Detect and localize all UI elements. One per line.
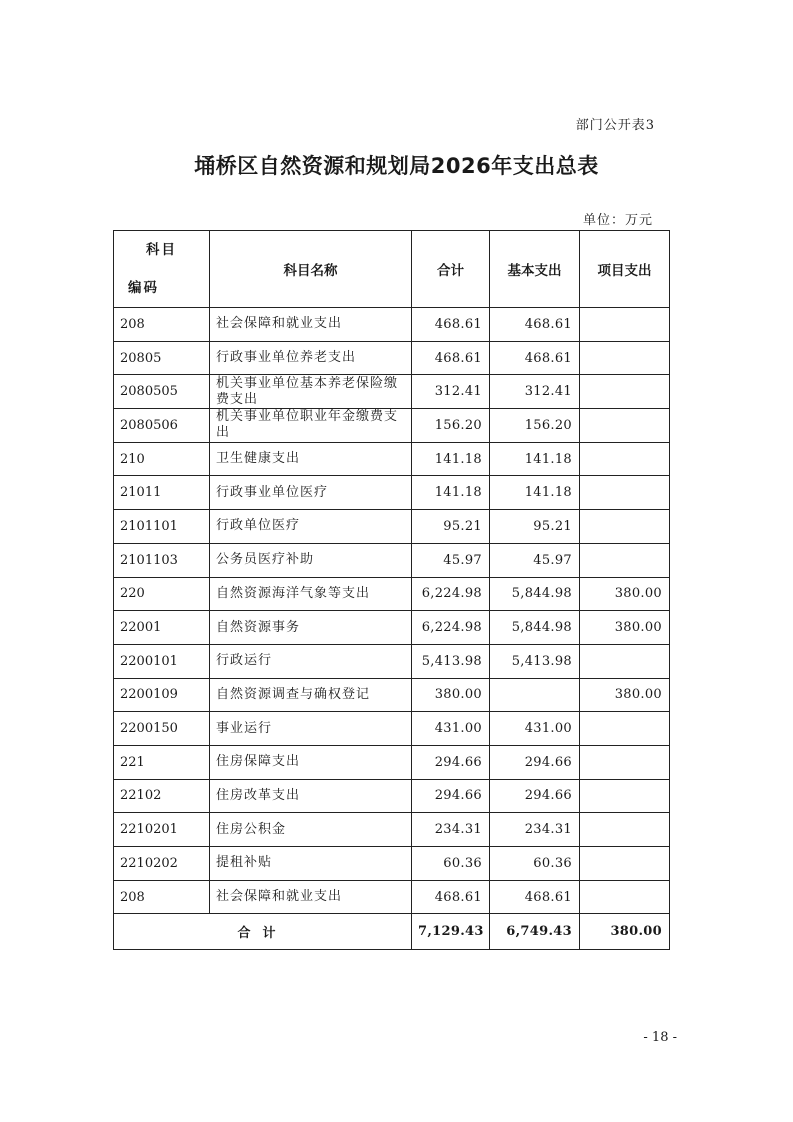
total-cell: 380.00: [412, 678, 490, 712]
basic-cell: 5,413.98: [490, 644, 580, 678]
name-cell: 自然资源事务: [210, 611, 412, 645]
code-cell: 2200150: [114, 712, 210, 746]
project-cell: 380.00: [580, 611, 670, 645]
name-cell: 行政事业单位医疗: [210, 476, 412, 510]
total-project: 380.00: [580, 914, 670, 950]
name-cell: 机关事业单位职业年金缴费支出: [210, 409, 412, 443]
page-number: - 18 -: [643, 1030, 677, 1045]
name-cell: 公务员医疗补助: [210, 543, 412, 577]
basic-cell: 312.41: [490, 375, 580, 409]
table-row: [114, 442, 670, 476]
name-cell: 住房公积金: [210, 813, 412, 847]
code-cell: 22102: [114, 779, 210, 813]
project-cell: [580, 813, 670, 847]
table-row: [114, 745, 670, 779]
code-cell: 208: [114, 308, 210, 342]
document-label: 部门公开表3: [575, 118, 655, 133]
total-cell: 294.66: [412, 745, 490, 779]
code-cell: 220: [114, 577, 210, 611]
code-cell: 221: [114, 745, 210, 779]
name-cell: 自然资源海洋气象等支出: [210, 577, 412, 611]
code-cell: 2200109: [114, 678, 210, 712]
basic-cell: 468.61: [490, 308, 580, 342]
table-row: [114, 341, 670, 375]
header-code-bottom: 编码: [128, 280, 159, 296]
name-cell: 社会保障和就业支出: [210, 308, 412, 342]
basic-cell: 60.36: [490, 847, 580, 881]
code-cell: 2080506: [114, 409, 210, 443]
total-cell: 156.20: [412, 409, 490, 443]
project-cell: [580, 341, 670, 375]
header-code: [114, 231, 210, 308]
basic-cell: 468.61: [490, 341, 580, 375]
basic-cell: 141.18: [490, 442, 580, 476]
table-row: [114, 476, 670, 510]
basic-cell: 234.31: [490, 813, 580, 847]
table-row: [114, 644, 670, 678]
basic-cell: 5,844.98: [490, 577, 580, 611]
header-project: 项目支出: [580, 231, 670, 308]
header-basic: 基本支出: [490, 231, 580, 308]
name-cell: 自然资源调查与确权登记: [210, 678, 412, 712]
total-basic: 6,749.43: [490, 914, 580, 950]
project-cell: [580, 409, 670, 443]
table-row: [114, 813, 670, 847]
basic-cell: 5,844.98: [490, 611, 580, 645]
total-label: 合计: [114, 914, 412, 950]
project-cell: [580, 880, 670, 914]
code-cell: 21011: [114, 476, 210, 510]
name-cell: 社会保障和就业支出: [210, 880, 412, 914]
header-code-top: 科目: [146, 242, 177, 258]
total-cell: 95.21: [412, 510, 490, 544]
project-cell: [580, 644, 670, 678]
name-cell: 行政事业单位养老支出: [210, 341, 412, 375]
basic-cell: 95.21: [490, 510, 580, 544]
project-cell: [580, 779, 670, 813]
table-row: [114, 375, 670, 409]
name-cell: 机关事业单位基本养老保险缴费支出: [210, 375, 412, 409]
code-cell: 2101103: [114, 543, 210, 577]
total-cell: 141.18: [412, 476, 490, 510]
total-cell: 5,413.98: [412, 644, 490, 678]
total-sum: 7,129.43: [412, 914, 490, 950]
project-cell: 380.00: [580, 577, 670, 611]
project-cell: [580, 745, 670, 779]
code-cell: 20805: [114, 341, 210, 375]
total-cell: 468.61: [412, 880, 490, 914]
total-cell: 294.66: [412, 779, 490, 813]
header-total: 合计: [412, 231, 490, 308]
basic-cell: 156.20: [490, 409, 580, 443]
name-cell: 事业运行: [210, 712, 412, 746]
name-cell: 行政运行: [210, 644, 412, 678]
basic-cell: 45.97: [490, 543, 580, 577]
table-body: [114, 308, 670, 914]
table-row: [114, 712, 670, 746]
table-row: [114, 510, 670, 544]
project-cell: [580, 375, 670, 409]
basic-cell: [490, 678, 580, 712]
basic-cell: 468.61: [490, 880, 580, 914]
basic-cell: 431.00: [490, 712, 580, 746]
total-cell: 312.41: [412, 375, 490, 409]
total-cell: 468.61: [412, 308, 490, 342]
table-row: [114, 543, 670, 577]
total-cell: 234.31: [412, 813, 490, 847]
name-cell: 住房保障支出: [210, 745, 412, 779]
code-cell: 210: [114, 442, 210, 476]
code-cell: 208: [114, 880, 210, 914]
project-cell: [580, 510, 670, 544]
project-cell: [580, 543, 670, 577]
code-cell: 2200101: [114, 644, 210, 678]
total-cell: 6,224.98: [412, 611, 490, 645]
table-row: [114, 409, 670, 443]
total-cell: 431.00: [412, 712, 490, 746]
page-title: 埇桥区自然资源和规划局2026年支出总表: [194, 154, 599, 178]
basic-cell: 294.66: [490, 745, 580, 779]
name-cell: 提租补贴: [210, 847, 412, 881]
table-header-row: [114, 231, 670, 308]
basic-cell: 141.18: [490, 476, 580, 510]
total-cell: 45.97: [412, 543, 490, 577]
project-cell: [580, 308, 670, 342]
project-cell: [580, 442, 670, 476]
table-row: [114, 577, 670, 611]
unit-label: 单位：万元: [582, 213, 653, 228]
name-cell: 卫生健康支出: [210, 442, 412, 476]
total-cell: 468.61: [412, 341, 490, 375]
table-row: [114, 847, 670, 881]
header-name: 科目名称: [210, 231, 412, 308]
table-row: [114, 880, 670, 914]
code-cell: 22001: [114, 611, 210, 645]
code-cell: 2210201: [114, 813, 210, 847]
table-row: [114, 779, 670, 813]
table-row: [114, 678, 670, 712]
code-cell: 2080505: [114, 375, 210, 409]
expense-summary-table: [113, 230, 670, 950]
project-cell: [580, 476, 670, 510]
table-row: [114, 611, 670, 645]
project-cell: [580, 712, 670, 746]
basic-cell: 294.66: [490, 779, 580, 813]
project-cell: [580, 847, 670, 881]
code-cell: 2210202: [114, 847, 210, 881]
total-row: [114, 914, 670, 950]
name-cell: 住房改革支出: [210, 779, 412, 813]
project-cell: 380.00: [580, 678, 670, 712]
total-cell: 60.36: [412, 847, 490, 881]
total-cell: 6,224.98: [412, 577, 490, 611]
name-cell: 行政单位医疗: [210, 510, 412, 544]
code-cell: 2101101: [114, 510, 210, 544]
total-cell: 141.18: [412, 442, 490, 476]
table-row: [114, 308, 670, 342]
